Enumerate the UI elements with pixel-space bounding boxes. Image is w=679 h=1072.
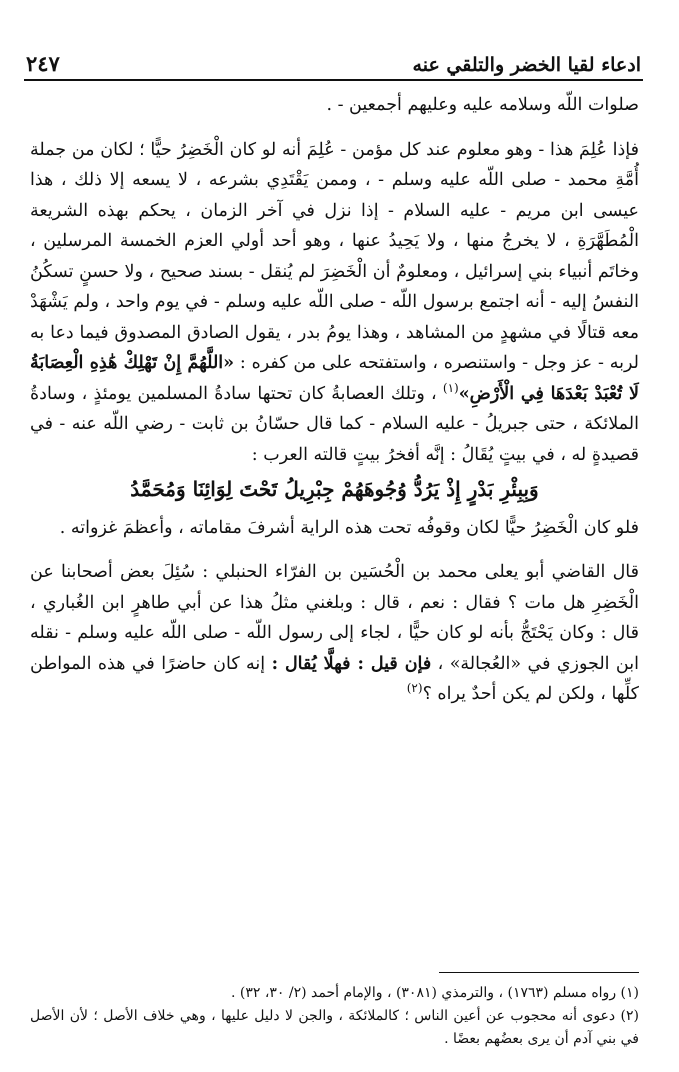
running-title: ادعاء لقيا الخضر والتلقي عنه [412,54,641,76]
main-text [30,90,639,710]
paragraph-4-text-b: إنه كان حاضرًا في هذه المواطن كلِّها ، ولكن لم يكن أحدٌ يراه ؟ [30,653,639,704]
paragraph-2-text-b: ، وتلك العصابةُ كان تحتها سادةُ المسلمين يومئذٍ ، وسادةُ الملائكة ، حتى جبريلُ - عليه السلام - كما قال حسّانُ بن ثابت - رضي اللّه عنه - في قصيدةٍ له ، في بيتٍ يُقَالُ : إنَّه أفخرُ بيتٍ قالته العرب : [30,383,639,465]
footnotes [30,982,639,1051]
paragraph-4-text-a: قال القاضي أبو يعلى محمد بن الْحُسَين بن الفرّاء الحنبلي : سُئِلَ بعض أصحابنا عن الْخَضِرِ هل مات ؟ فقال : نعم ، قال : وبلغني مثلُ هذا عن أبي طاهرٍ ابن الغُباري ، قال : وكان يَحْتَجُّ بأنه لو كان حيًّا ، لجاء إلى رسول اللّه - صلى اللّه عليه وسلم - نقله ابن الجوزي في «العُجالة» ، [30,562,639,674]
header-rule [24,79,643,81]
paragraph-1: صلوات اللّه وسلامه عليه وعليهم أجمعين - . [326,95,639,115]
paragraph-2-text-a: فإذا عُلِمَ هذا - وهو معلوم عند كل مؤمن - عُلِمَ أنه لو كان الْخَضِرُ حيًّا ؛ لكان من جملة أُمَّةِ محمد - صلى اللّه عليه وسلم - ، وممن يَقْتَدِي بشرعه ، لا يسعه إلا ذلك ، هذا عيسى ابن مريم - عليه السلام - إذا نزل في آخر الزمان ، يحكم بهذه الشريعة الْمُطَهَّرَةِ ، لا يخرجُ منها ، ولا يَحِيدُ عنها ، وهو أحد أولي العزم الخمسة المرسلين ، وخاتَم أنبياء بني إسرائيل ، ومعلومٌ أن الْخَضِرَ لم يُنقل - بسند صحيح ، ولا حسنٍ تسكُنُ النفسُ إليه - أنه اجتمع برسول اللّه - صلى اللّه عليه وسلم - في يوم واحد ، ولم يَشْهَدْ معه قتالًا في مشهدٍ من المشاهد ، وهذا يومُ بدر ، يقول الصادق المصدوق فيما دعا به لربه - عز وجل - واستنصره ، واستفتحه على من كفره : [30,139,639,373]
footnote-rule [439,972,639,973]
footnote-2: (٢) دعوى أنه محجوب عن أعين الناس ؛ كالملائكة ، والجن لا دليل عليها ، وهي خلاف الأصل ؛ لأن الأصل في بني آدم أن يرى بعضُهم بعضًا . [30,1008,639,1047]
footnote-1: (١) رواه مسلم (١٧٦٣) ، والترمذي (٣٠٨١) ، والإمام أحمد (٢/ ٣٠، ٣٢) . [230,985,639,1001]
poetry-verse: وَبِبِئْرِ بَدْرٍ إِذْ يَرُدُّ وُجُوهَهُمْ جِبْرِيلُ تَحْتَ لِوَائِنَا وَمُحَمَّدُ [130,477,539,501]
paragraph-4 [30,557,639,710]
footnote-ref-2: (٢) [406,681,423,696]
paragraph-3: فلو كان الْخَضِرُ حيًّا لكان وقوفُه تحت هذه الراية أشرفَ مقاماته ، وأعظمَ غزواته . [59,517,639,538]
paragraph-2 [30,135,639,471]
objection-lead: فإن قيل : فهلَّا يُقال : [271,653,432,674]
footnote-ref-1: (١) [442,380,459,395]
page-number: ٢٤٧ [26,51,60,76]
page-header [26,42,641,76]
hadith-quote: «اللَّهُمَّ إِنْ تَهْلِكْ هَٰذِهِ الْعِصَابَةُ لَا تُعْبَدْ بَعْدَهَا فِي الْأَرْضِ» [30,353,639,404]
